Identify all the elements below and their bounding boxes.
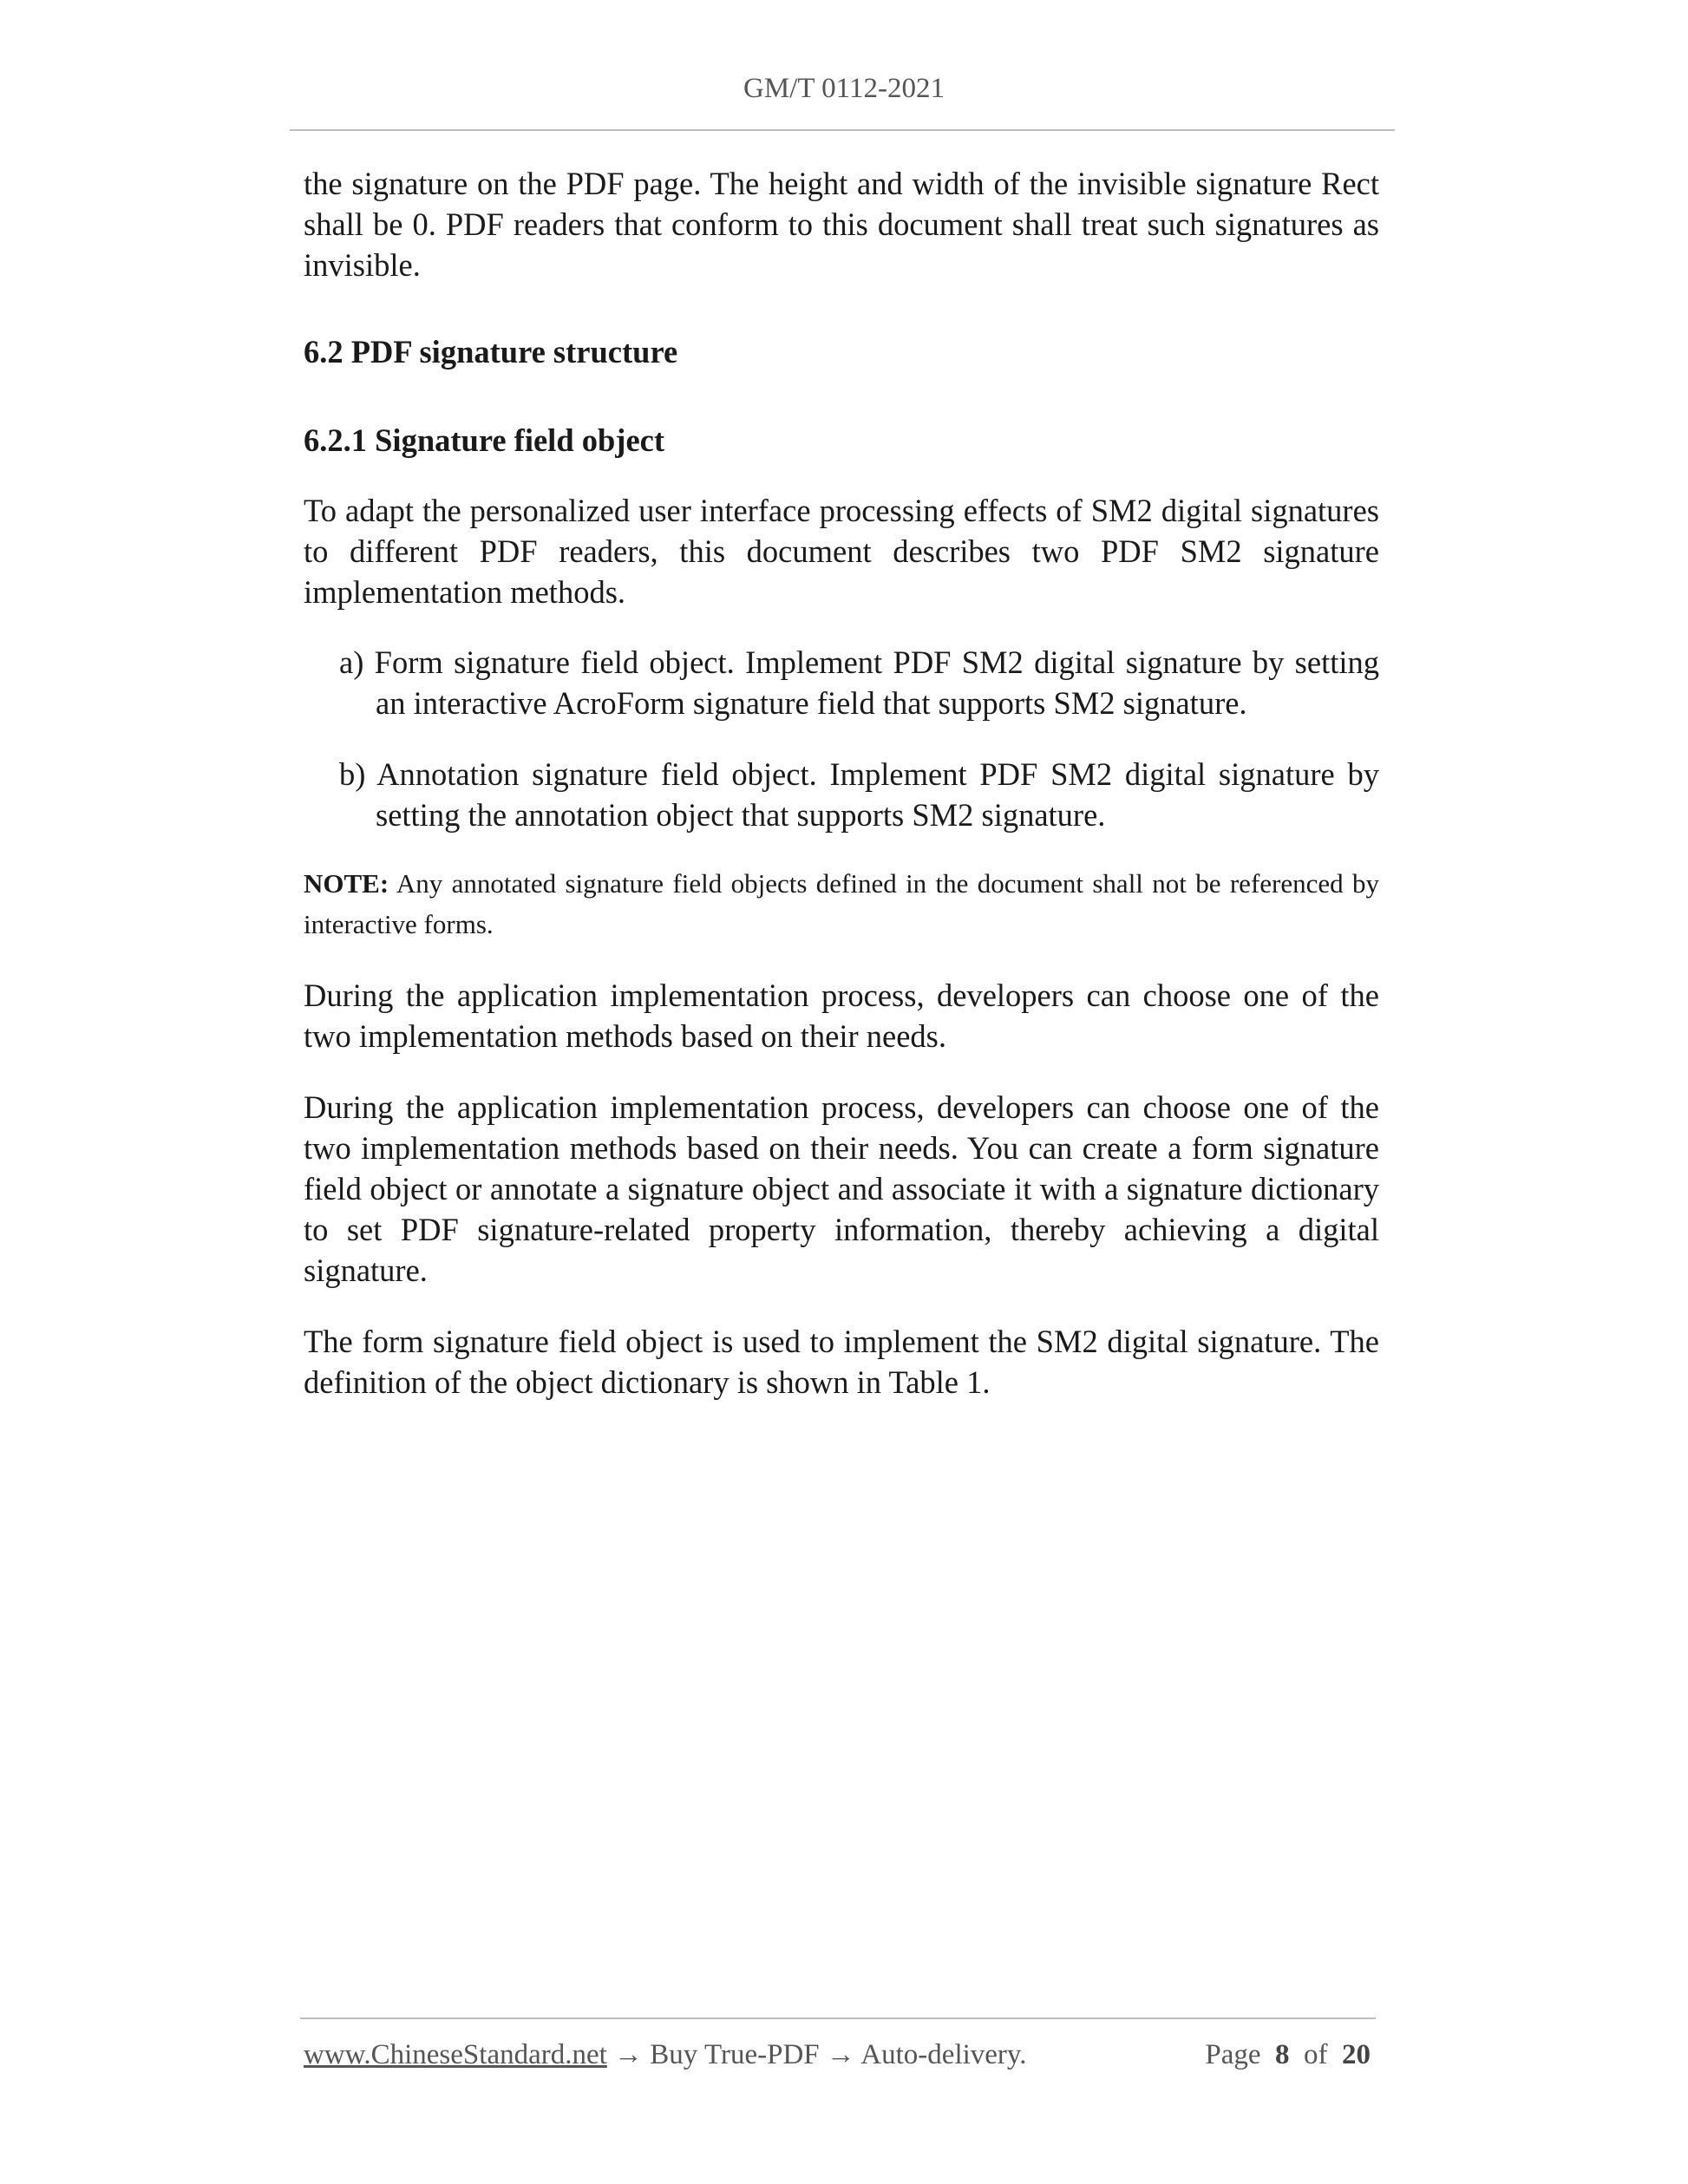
form-paragraph: The form signature field object is used to implement the SM2 digital signature. The definition of the object dictionary is shown in Table 1. (304, 1324, 1379, 1400)
list-item-a: a) Form signature field object. Implement PDF SM2 digital signature by setting an interactive AcroForm signature field that supports SM2 signature. (339, 644, 1379, 721)
page-body (304, 163, 1379, 1403)
note-label: NOTE: (304, 868, 389, 899)
footer-promo (304, 2036, 1027, 2074)
section-heading-6-2: 6.2 PDF signature structure (304, 334, 678, 369)
chinese-standard-link[interactable]: www.ChineseStandard.net (304, 2039, 607, 2070)
footer-divider (300, 2017, 1376, 2019)
note-text: Any annotated signature field objects defined in the document shall not be referenced by interactive forms. (304, 868, 1379, 939)
note-paragraph (304, 863, 1379, 945)
page-of-label: of (1304, 2039, 1328, 2070)
page-total: 20 (1342, 2039, 1371, 2070)
intro-paragraph: the signature on the PDF page. The height and width of the invisible signature Rect shall be 0. PDF readers that conform to this document shall treat such signatures as invisible. (304, 166, 1379, 283)
adapt-paragraph: To adapt the personalized user interface processing effects of SM2 digital signatures to different PDF readers, this document describes two PDF SM2 signature implementation methods. (304, 493, 1379, 610)
page-current: 8 (1275, 2039, 1290, 2070)
list-item-b: b) Annotation signature field object. Implement PDF SM2 digital signature by setting the annotation object that supports SM2 signature. (339, 756, 1379, 833)
page-label: Page (1205, 2039, 1261, 2070)
during-paragraph-2: During the application implementation process, developers can choose one of the two implementation methods based on their needs. You can create a form signature field object or annotate a signature object and associate it with a signature dictionary to set PDF signature-related property information, thereby achieving a digital signature. (304, 1089, 1379, 1288)
footer-promo-text: → Buy True-PDF → Auto-delivery. (606, 2039, 1027, 2070)
section-heading-6-2-1: 6.2.1 Signature field object (304, 422, 665, 458)
page-number (1205, 2036, 1371, 2074)
header-divider (290, 129, 1395, 131)
during-paragraph-1: During the application implementation process, developers can choose one of the two implementation methods based on their needs. (304, 978, 1379, 1054)
running-header: GM/T 0112-2021 (743, 73, 945, 104)
